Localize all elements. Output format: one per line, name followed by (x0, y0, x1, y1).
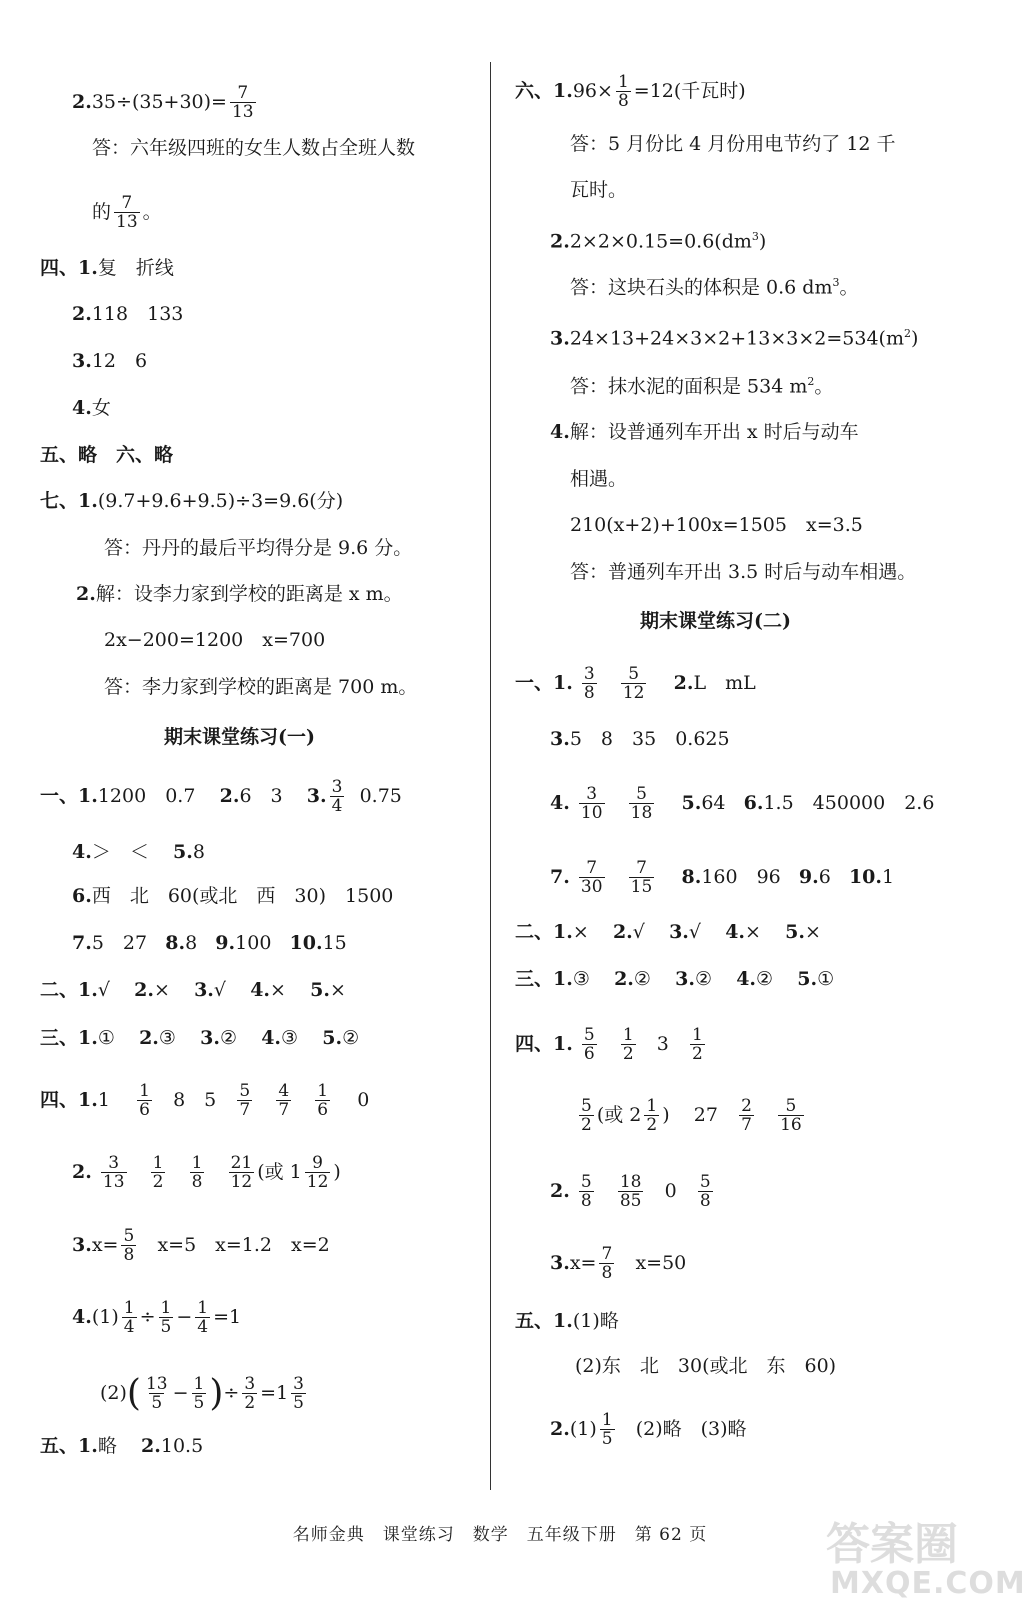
answer-line: 二、1.× 2.√ 3.√ 4.× 5.× (515, 921, 821, 943)
answer-sentence: 答：普通列车开出 3.5 时后与动车相遇。 (570, 561, 917, 583)
answer-sentence: 答：六年级四班的女生人数占全班人数 (92, 137, 416, 159)
answer-line: (2)东 北 30(或北 东 60) (575, 1355, 837, 1377)
fraction: $\frac{3}{2}$ (244, 1374, 256, 1413)
fraction: $\frac{5}{2}$ (581, 1096, 592, 1135)
fraction: $\frac{13}{5}$ (145, 1374, 168, 1413)
fraction: $\frac{5}{6}$ (583, 1025, 595, 1064)
answer-line: 2. $\frac{3}{13}$ $\frac{1}{2}$ $\frac{1}{8}$ $\frac{21}{12}$ (或 1 $\frac{9}{12}$ ) (72, 1153, 341, 1192)
fraction: $\frac{1}{6}$ (317, 1081, 329, 1120)
answer-sentence-cont: 瓦时。 (570, 179, 628, 201)
answer-line: 4.解：设普通列车开出 x 时后与动车 (550, 421, 859, 443)
answer-line: 6.西 北 60(或北 西 30) 1500 (72, 885, 394, 907)
answer-line: 三、1.③ 2.② 3.② 4.② 5.① (515, 968, 835, 990)
answer-line: 4.＞ ＜ 5.8 (72, 841, 205, 863)
answer-sentence: 答：5 月份比 4 月份用电节约了 12 千 (570, 133, 896, 155)
section-heading: 期末课堂练习(一) (164, 726, 315, 748)
answer-line: 一、1. $\frac{3}{8}$ $\frac{5}{12}$ 2.L mL (515, 664, 756, 703)
section-heading: 期末课堂练习(二) (640, 610, 791, 632)
answer-sentence: 答：这块石头的体积是 0.6 $dm^3$。 (570, 276, 859, 299)
fraction: $\frac{7}{13}$ (231, 83, 254, 122)
fraction: $\frac{3}{4}$ (331, 777, 343, 816)
answer-line: 四、1. $\frac{5}{6}$ $\frac{1}{2}$ 3 $\frac{1}{2}$ (515, 1025, 703, 1064)
answer-line: 五、略 六、略 (40, 444, 174, 466)
answer-line: 四、1.1 $\frac{1}{6}$ 8 5 $\frac{5}{7}$ $\frac{4}{7}$ $\frac{1}{6}$ 0 (40, 1081, 370, 1120)
answer-line: 一、1.1200 0.7 2.6 3 3. $\frac{3}{4}$ 0.75 (40, 777, 402, 816)
answer-line: $\frac{5}{2}$ (或 2 $\frac{1}{2}$ ) 27 $\frac{2}{7}$ $\frac{5}{16}$ (581, 1096, 802, 1135)
fraction: $\frac{1}{2}$ (152, 1153, 164, 1192)
answer-sentence-cont: 的 $\frac{7}{13}$ 。 (92, 193, 162, 232)
fraction: $\frac{7}{8}$ (601, 1244, 613, 1283)
fraction: $\frac{5}{8}$ (699, 1172, 711, 1211)
answer-line: 3.12 6 (72, 350, 148, 372)
fraction: $\frac{1}{5}$ (193, 1374, 205, 1413)
answer-sentence: 答：抹水泥的面积是 534 $m^2$。 (570, 375, 834, 398)
equation: 210(x+2)+100x=1505 x=3.5 (570, 514, 863, 536)
fraction: $\frac{5}{8}$ (580, 1172, 592, 1211)
watermark-logo (826, 1508, 1026, 1604)
fraction: $\frac{5}{7}$ (239, 1081, 251, 1120)
answer-line: 2.118 133 (72, 303, 184, 325)
page-footer: 名师金典 课堂练习 数学 五年级下册 第 62 页 (292, 1525, 708, 1545)
fraction: $\frac{2}{7}$ (741, 1096, 752, 1135)
fraction: $\frac{7}{30}$ (580, 858, 603, 897)
fraction: $\frac{1}{8}$ (191, 1153, 203, 1192)
answer-line: 2.解：设李力家到学校的距离是 x m。 (76, 583, 403, 605)
answer-sentence: 答：李力家到学校的距离是 700 m。 (104, 676, 418, 698)
fraction: $\frac{3}{13}$ (102, 1153, 125, 1192)
fraction: $\frac{1}{2}$ (692, 1025, 703, 1064)
fraction: $\frac{5}{8}$ (123, 1226, 135, 1265)
column-divider (490, 62, 491, 1490)
answer-line: 4.(1) $\frac{1}{4}$ ÷ $\frac{1}{5}$ − $\frac{1}{4}$ =1 (72, 1298, 242, 1337)
fraction: $\frac{7}{15}$ (630, 858, 653, 897)
fraction: $\frac{1}{2}$ (646, 1096, 658, 1135)
watermark-text: 答案圈 (826, 1519, 958, 1570)
answer-line: 六、1.96× $\frac{1}{8}$ =12(千瓦时) (515, 72, 746, 111)
answer-line: 五、1.(1)略 (515, 1310, 619, 1332)
fraction: $\frac{1}{5}$ (601, 1410, 613, 1449)
answer-line: 3.5 8 35 0.625 (550, 728, 730, 750)
answer-line: 2.(1) $\frac{1}{5}$ (2)略 (3)略 (550, 1410, 747, 1449)
answer-line: 三、1.① 2.③ 3.② 4.③ 5.② (40, 1027, 360, 1049)
answer-line: 4. $\frac{3}{10}$ $\frac{5}{18}$ 5.64 6.1.5 450000 2.6 (550, 784, 935, 823)
fraction: $\frac{1}{2}$ (622, 1025, 634, 1064)
answer-line: 4.女 (72, 397, 111, 419)
fraction: $\frac{1}{8}$ (617, 72, 629, 111)
fraction: $\frac{18}{85}$ (619, 1172, 642, 1211)
answer-line: 2. $\frac{5}{8}$ $\frac{18}{85}$ 0 $\frac{5}{8}$ (550, 1172, 711, 1211)
fraction: $\frac{5}{12}$ (622, 664, 645, 703)
fraction: $\frac{3}{8}$ (583, 664, 595, 703)
fraction: $\frac{5}{18}$ (630, 784, 653, 823)
fraction: $\frac{1}{4}$ (197, 1298, 209, 1337)
fraction: $\frac{4}{7}$ (278, 1081, 290, 1120)
watermark-url: MXQE.COM (830, 1566, 1026, 1601)
answer-sentence-cont: 相遇。 (570, 468, 628, 490)
answer-line: $3.24\times 13+24\times 3\times 2+13\times 3\times 2=534(m^2)$ (550, 327, 919, 350)
answer-line: 二、1.√ 2.× 3.√ 4.× 5.× (40, 979, 346, 1001)
fraction: $\frac{9}{12}$ (306, 1153, 329, 1192)
fraction: $\frac{21}{12}$ (230, 1153, 253, 1192)
answer-line: 7.5 27 8.8 9.100 10.15 (72, 932, 347, 954)
answer-line: 五、1.略 2.10.5 (40, 1435, 204, 1457)
fraction: $\frac{1}{5}$ (160, 1298, 172, 1337)
fraction: $\frac{3}{5}$ (293, 1374, 304, 1413)
equation: 2x−200=1200 x=700 (104, 629, 326, 651)
fraction: $\frac{7}{13}$ (116, 193, 138, 232)
fraction: $\frac{1}{4}$ (123, 1298, 135, 1337)
fraction: $\frac{1}{6}$ (139, 1081, 150, 1120)
answer-line: 四、1.复 折线 (40, 257, 174, 279)
answer-line: 七、1.(9.7+9.6+9.5)÷3=9.6(分) (40, 490, 344, 512)
answer-sentence: 答：丹丹的最后平均得分是 9.6 分。 (104, 537, 413, 559)
answer-line: 3.x= $\frac{7}{8}$ x=50 (550, 1244, 687, 1283)
fraction: $\frac{5}{16}$ (780, 1096, 802, 1135)
answer-line: 3.x= $\frac{5}{8}$ x=5 x=1.2 x=2 (72, 1226, 330, 1265)
fraction: $\frac{3}{10}$ (580, 784, 603, 823)
answer-line: 7. $\frac{7}{30}$ $\frac{7}{15}$ 8.160 96 9.6 10.1 (550, 858, 895, 897)
answer-line: $2.2\times 2\times 0.15=0.6(dm^3)$ (550, 230, 767, 253)
answer-line: 2.35÷(35+30)= $\frac{7}{13}$ (72, 83, 254, 122)
answer-line: (2)( $\frac{13}{5}$ − $\frac{1}{5}$ )÷ $\frac{3}{2}$ =1 $\frac{3}{5}$ (100, 1373, 304, 1414)
